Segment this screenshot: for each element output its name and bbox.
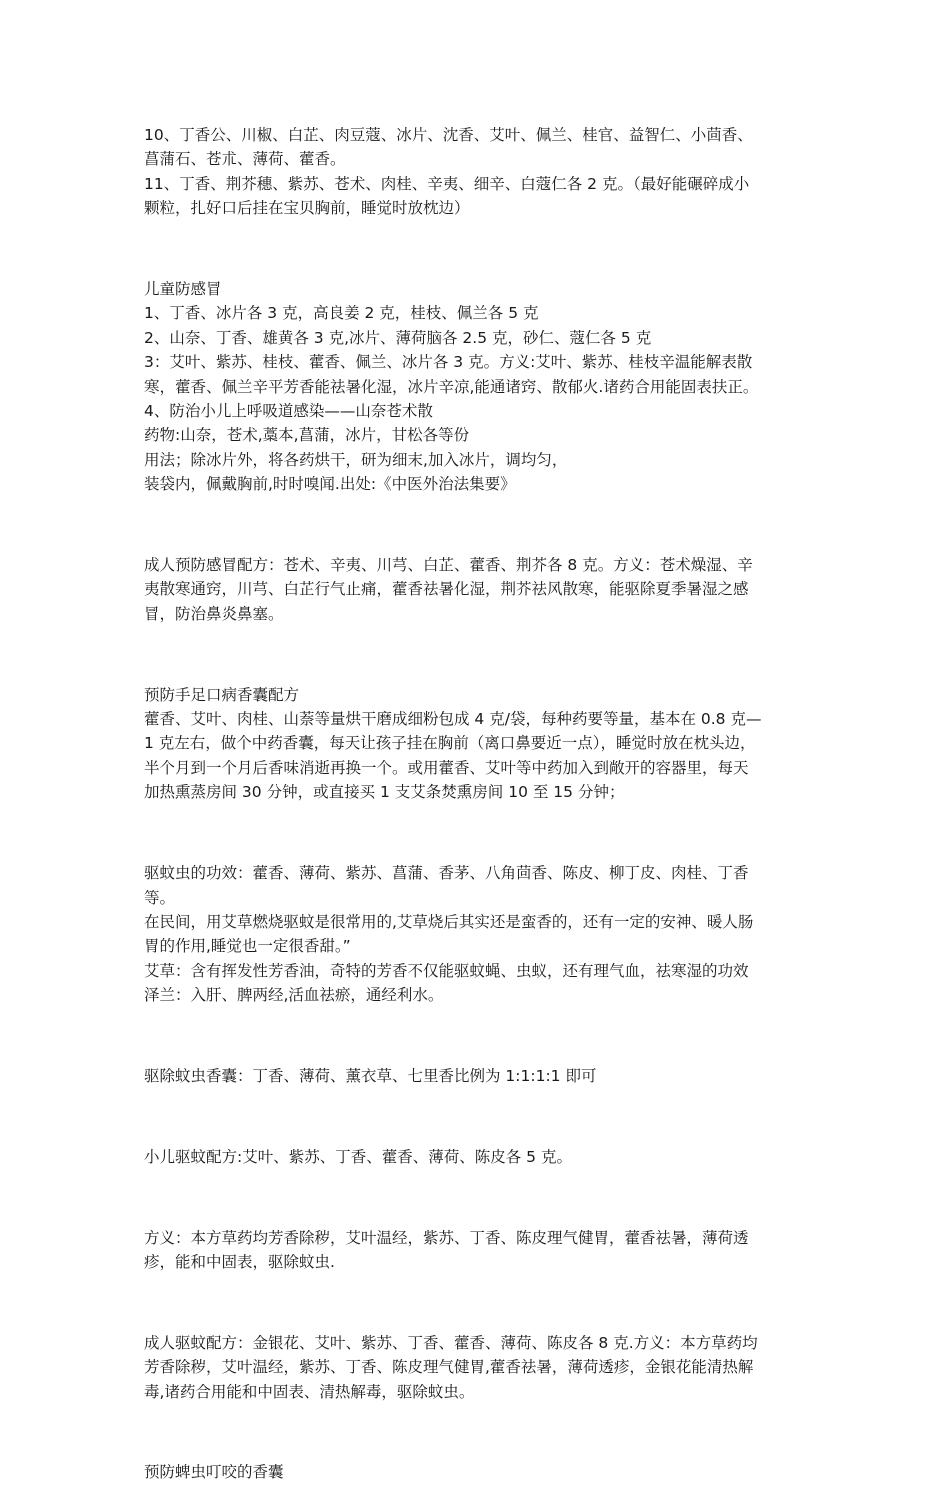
text-line: 3：艾叶、紫苏、桂枝、藿香、佩兰、冰片各 3 克。方义:艾叶、紫苏、桂枝辛温能解表散: [144, 353, 753, 372]
text-line: 艾草：含有挥发性芳香油，奇特的芳香不仅能驱蚊蝇、虫蚁，还有理气血，祛寒湿的功效: [144, 961, 749, 980]
text-line: 驱除蚊虫香囊：丁香、薄荷、薰衣草、七里香比例为 1:1:1:1 即可: [144, 1066, 597, 1085]
document-body: [144, 123, 814, 1485]
text-line: 小儿驱蚊配方:艾叶、紫苏、丁香、藿香、薄荷、陈皮各 5 克。: [144, 1147, 572, 1166]
paragraph-gap: [144, 1420, 814, 1444]
text-line: 泽兰：入肝、脾两经,活血祛瘀，通经利水。: [144, 986, 444, 1005]
text-line: 加热熏蒸房间 30 分钟，或直接买 1 支艾条焚熏房间 10 至 15 分钟；: [144, 783, 625, 802]
text-line: 4、防治小儿上呼吸道感染——山奈苍术散: [144, 402, 433, 421]
text-line: 等。: [144, 888, 176, 907]
paragraph-gap: [144, 1185, 814, 1209]
paragraph-gap: [144, 237, 814, 261]
text-line: 菖蒲石、苍朮、薄荷、藿香。: [144, 150, 346, 169]
text-line: 儿童防感冒: [144, 280, 222, 299]
text-line: 藿香、艾叶、肉桂、山萘等量烘干磨成细粉包成 4 克/袋，每种药要等量，基本在 0.8 克—: [144, 710, 762, 729]
text-line: 胃的作用,睡觉也一定很香甜。”: [144, 937, 351, 956]
text-line: 芳香除秽，艾叶温经，紫苏、丁香、陈皮理气健胃,藿香祛暑，薄荷透疹，金银花能清热解: [144, 1358, 754, 1377]
paragraph-gap: [144, 1104, 814, 1128]
text-line: 半个月到一个月后香味消逝再换一个。或用藿香、艾叶等中药加入到敞开的容器里，每天: [144, 758, 749, 777]
text-line: 在民间，用艾草燃烧驱蚊是很常用的,艾草烧后其实还是蛮香的，还有一定的安神、暖人肠: [144, 912, 754, 931]
text-line: 2、山奈、丁香、雄黄各 3 克,冰片、薄荷脑各 2.5 克，砂仁、蔻仁各 5 克: [144, 328, 652, 347]
paragraph-gap: [144, 642, 814, 666]
text-line: 方义：本方草药均芳香除秽，艾叶温经，紫苏、丁香、陈皮理气健胃，藿香祛暑，薄荷透: [144, 1228, 749, 1247]
text-line: 颗粒，扎好口后挂在宝贝胸前，睡觉时放枕边）: [144, 199, 470, 218]
text-line: 成人预防感冒配方：苍术、辛夷、川芎、白芷、藿香、荆芥各 8 克。方义：苍术燥湿、辛: [144, 556, 753, 575]
text-line: 冒，防治鼻炎鼻塞。: [144, 604, 284, 623]
text-line: 夷散寒通窍，川芎、白芷行气止痛，藿香祛暑化湿，荆芥祛风散寒，能驱除夏季暑湿之感: [144, 580, 749, 599]
text-line: 装袋内，佩戴胸前,时时嗅闻.出处:《中医外治法集要》: [144, 475, 516, 494]
text-line: 10、丁香公、川椒、白芷、肉豆蔻、冰片、沈香、艾叶、佩兰、桂官、益智仁、小茴香、: [144, 126, 753, 144]
text-line: 预防蜱虫叮咬的香囊: [144, 1463, 284, 1482]
text-line: 寒，藿香、佩兰辛平芳香能祛暑化湿，冰片辛凉,能通诸窍、散郁火.诸药合用能固表扶正。: [144, 377, 759, 396]
text-line: 毒,诸药合用能和中固表、清热解毒，驱除蚊虫。: [144, 1382, 475, 1401]
paragraph-gap: [144, 821, 814, 845]
text-line: 疹，能和中固表，驱除蚊虫.: [144, 1252, 335, 1271]
text-line: 11、丁香、荆芥穗、紫苏、苍术、肉桂、辛夷、细辛、白蔻仁各 2 克。（最好能碾碎成小: [144, 174, 750, 193]
text-line: 1、丁香、冰片各 3 克，高良姜 2 克，桂枝、佩兰各 5 克: [144, 304, 539, 323]
text-line: 预防手足口病香囊配方: [144, 685, 300, 704]
paragraph-gap: [144, 1290, 814, 1314]
paragraph-gap: [144, 1024, 814, 1048]
text-line: 驱蚊虫的功效：藿香、薄荷、紫苏、菖蒲、香茅、八角茴香、陈皮、柳丁皮、肉桂、丁香: [144, 864, 749, 883]
paragraph-gap: [144, 513, 814, 537]
text-line: 1 克左右，做个中药香囊，每天让孩子挂在胸前（离口鼻要近一点），睡觉时放在枕头边，: [144, 734, 756, 753]
text-line: 用法；除冰片外，将各药烘干，研为细末,加入冰片，调均匀，: [144, 450, 568, 469]
text-line: 成人驱蚊配方：金银花、艾叶、紫苏、丁香、藿香、薄荷、陈皮各 8 克.方义：本方草药均: [144, 1333, 758, 1352]
text-line: 药物:山奈，苍术,藁本,菖蒲，冰片，甘松各等份: [144, 426, 470, 445]
